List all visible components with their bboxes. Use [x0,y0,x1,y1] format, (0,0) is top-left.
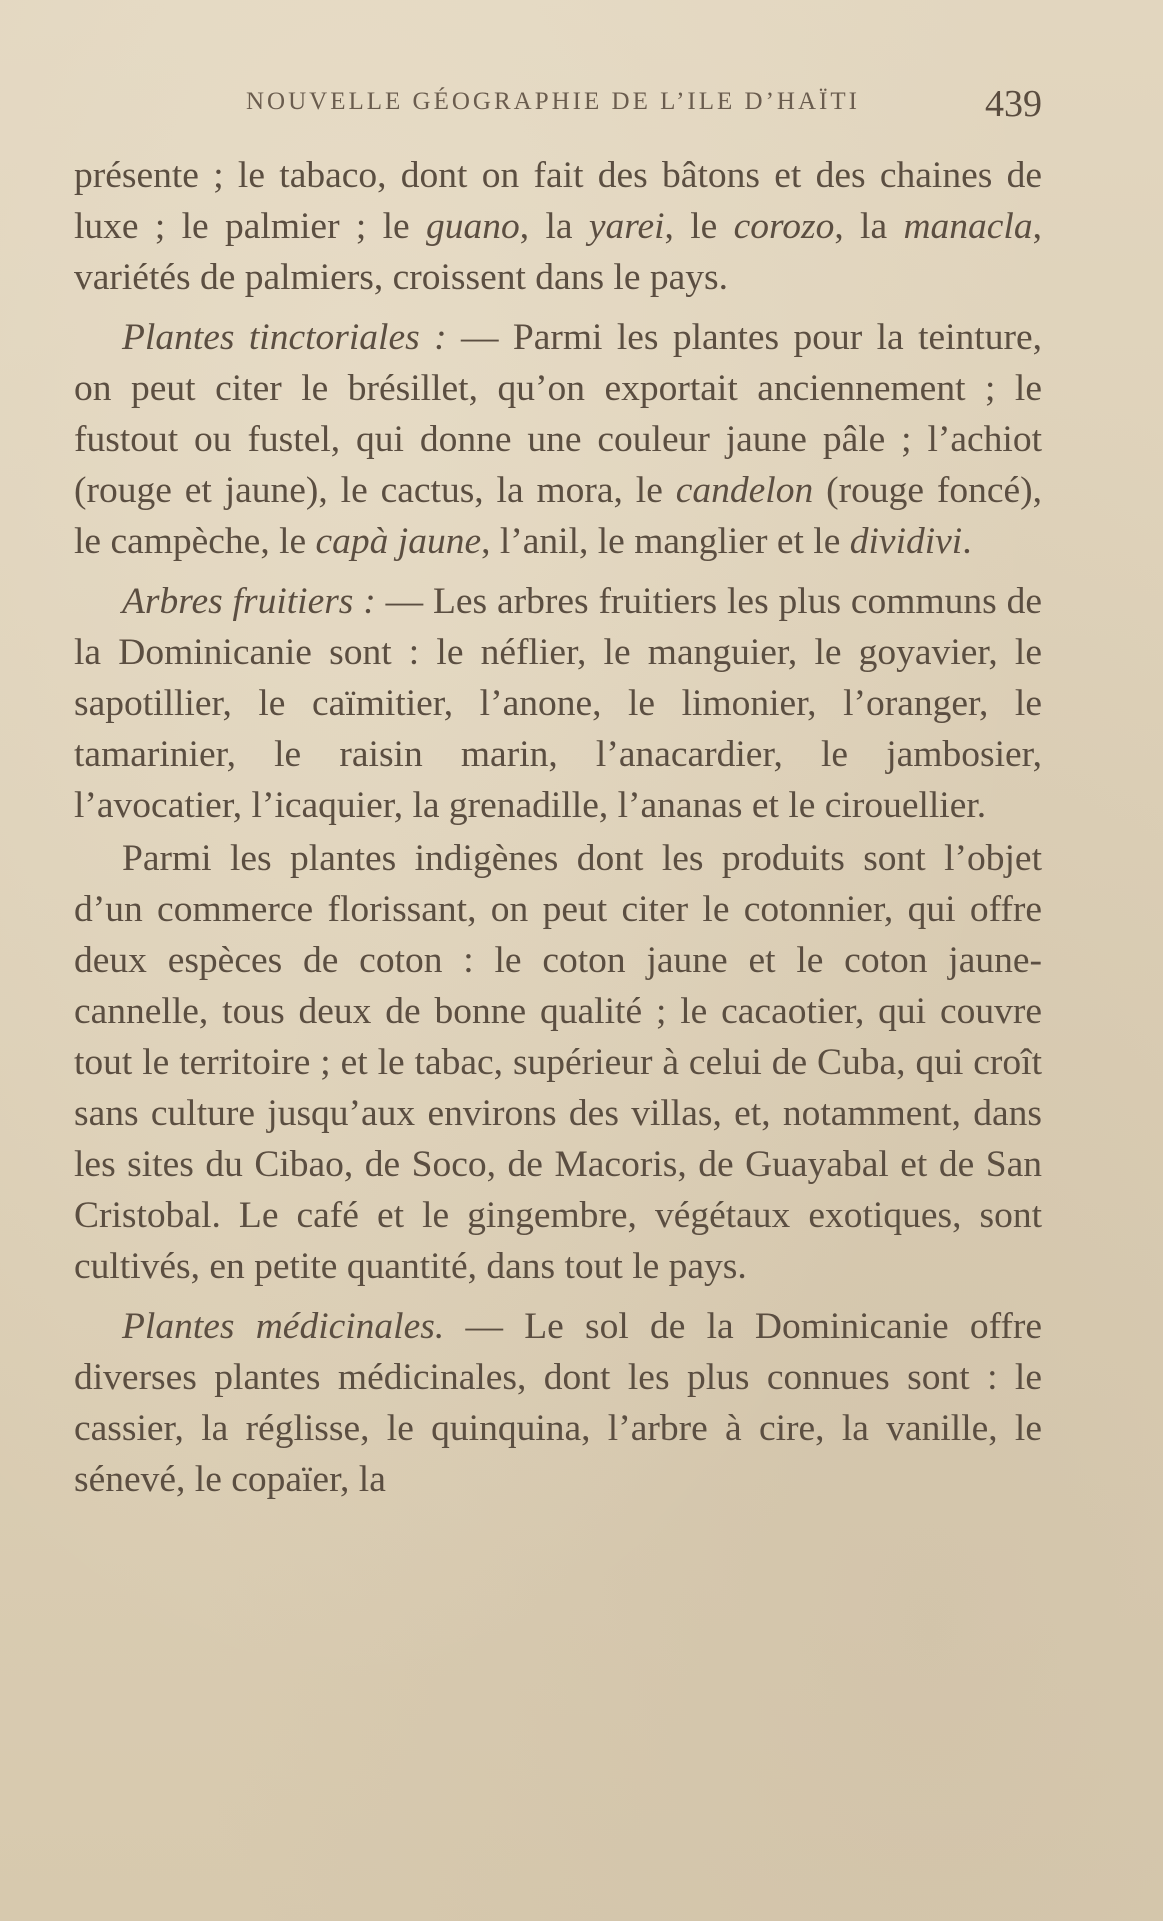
section-heading-tinctoriales: Plantes tinctoriales : [122,317,447,358]
page-header [74,78,1050,128]
paragraph-plantes-tinctoriales: Plantes tinctoriales : — Parmi les plantes pour la teinture, on peut citer le brésillet, qu’on exportait anciennement ; le fustout ou fustel, qui donne une couleur jaune pâle ; l’achiot (rouge et jaune), le cactus, la mora, le candelon (rouge foncé), le campèche, le capà jaune, l’anil, le manglier et le dividivi. [74,317,1042,562]
section-heading-fruitiers: Arbres fruitiers : [122,581,376,622]
paragraph-plantes-medicinales: Plantes médicinales. — Le sol de la Dominicanie offre diverses plantes médicinales, dont les plus connues sont : le cassier, la réglisse, le quinquina, l’arbre à cire, la vanille, le sénevé, le copaïer, la [74,1306,1042,1500]
section-heading-medicinales: Plantes médicinales. [122,1306,445,1347]
body-text [74,150,1042,1505]
running-title: NOUVELLE GÉOGRAPHIE DE L’ILE D’HAÏTI [246,88,860,115]
page-number: 439 [985,83,1042,125]
paragraph-palmiers: présente ; le tabaco, dont on fait des bâtons et des chaines de luxe ; le palmier ; le guano, la yarei, le corozo, la manacla, variétés de palmiers, croissent dans le pays. [74,155,1042,298]
paragraph-plantes-indigenes: Parmi les plantes indigènes dont les produits sont l’objet d’un commerce florissant, on peut citer le cotonnier, qui offre deux espèces de coton : le coton jaune et le coton jaune-cannelle, tous deux de bonne qualité ; le cacaotier, qui couvre tout le territoire ; et le tabac, supérieur à celui de Cuba, qui croît sans culture jusqu’aux environs des villas, et, notamment, dans les sites du Cibao, de Soco, de Macoris, de Guayabal et de San Cristobal. Le café et le gingembre, végétaux exotiques, sont cultivés, en petite quantité, dans tout le pays. [74,838,1042,1287]
paragraph-arbres-fruitiers: Arbres fruitiers : — Les arbres fruitiers les plus communs de la Dominicanie sont : le néflier, le manguier, le goyavier, le sapotillier, le caïmitier, l’anone, le limonier, l’oranger, le tamarinier, le raisin marin, l’anacardier, le jambosier, l’avocatier, l’icaquier, la grenadille, l’ananas et le cirouellier. [74,581,1042,826]
